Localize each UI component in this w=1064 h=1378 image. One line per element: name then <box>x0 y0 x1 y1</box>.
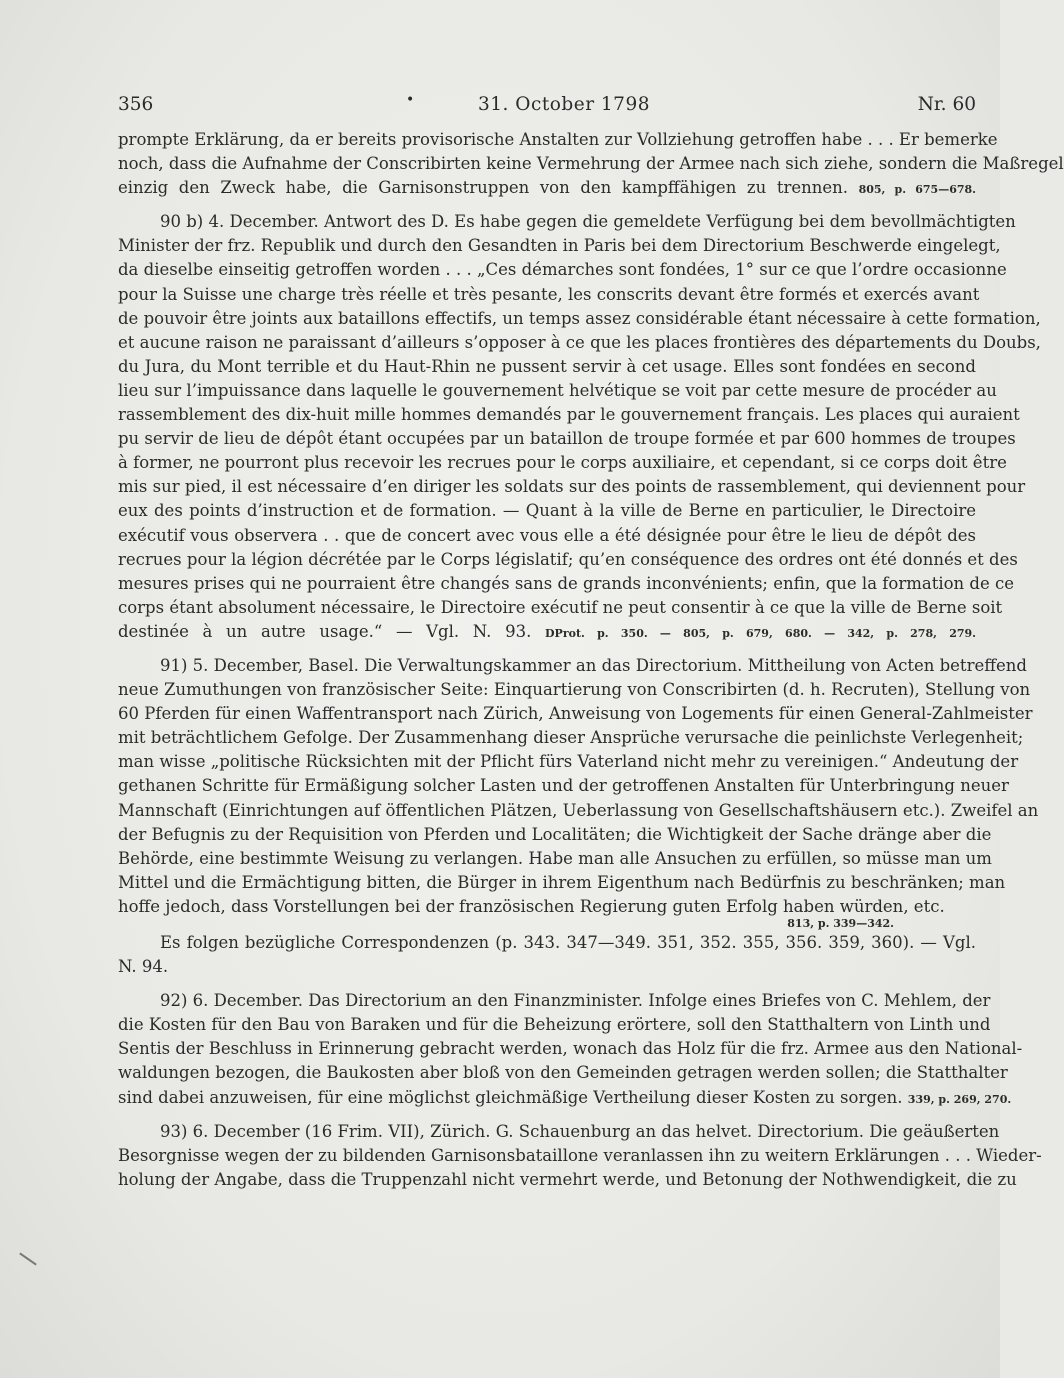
line-text: lieu sur l’impuissance dans laquelle le gouvernement helvétique se voit par cette mesure de procéder au <box>118 380 997 400</box>
line-text: einzig den Zweck habe, die Garnisonstruppen von den kampffähigen zu trennen. <box>118 178 848 198</box>
line-text: hoffe jedoch, dass Vorstellungen bei der französischen Regierung guten Erfolg haben würden, etc. <box>118 896 945 916</box>
line-text: recrues pour la légion décrétée par le Corps législatif; qu’en conséquence des ordres ont été donnés et des <box>118 549 1018 569</box>
text-line <box>118 499 976 523</box>
text-line <box>118 427 1016 451</box>
text-line <box>118 620 976 644</box>
text-line <box>118 774 1009 798</box>
line-text: Mannschaft (Einrichtungen auf öffentlichen Plätzen, Ueberlassung von Gesellschaftshäusern etc.). Zweifel an <box>118 800 1039 820</box>
line-text: exécutif vous observera . . que de concert avec vous elle a été désignée pour être le lieu de dépôt des <box>118 525 976 545</box>
line-text: 93) 6. December (16 Frim. VII), Zürich. G. Schauenburg an das helvet. Directorium. Die geäußerten <box>160 1121 1000 1141</box>
line-text: de pouvoir être joints aux bataillons effectifs, un temps assez considérable étant nécessaire à cette formation, <box>118 308 1041 328</box>
text-line <box>118 1061 1008 1085</box>
line-text: mesures prises qui ne pourraient être changés sans de grands inconvénients; enfin, que la formation de ce <box>118 573 1014 593</box>
line-text: Sentis der Beschluss in Erinnerung gebracht werden, wonach das Holz für die frz. Armee aus den National- <box>118 1039 1023 1059</box>
text-line <box>118 726 1024 750</box>
line-text: mis sur pied, il est nécessaire d’en diriger les soldats sur des points de rassemblement, qui deviennent pour <box>118 477 1026 497</box>
text-line <box>118 331 1041 355</box>
line-text: 91) 5. December, Basel. Die Verwaltungskammer an das Directorium. Mittheilung von Acten betreffend <box>160 655 1027 675</box>
running-date: 31. October 1798 <box>478 94 650 115</box>
paragraph-gap <box>118 979 976 989</box>
line-text: waldungen bezogen, die Baukosten aber bloß von den Gemeinden getragen werden sollen; die Statthalter <box>118 1063 1008 1083</box>
text-line <box>118 847 992 871</box>
text-line <box>118 258 1007 282</box>
source-reference: 805, p. 675—678. <box>858 183 976 197</box>
text-line <box>118 871 1006 895</box>
text-line <box>118 572 1014 596</box>
source-reference: 813, p. 339—342. <box>787 917 894 930</box>
text-line <box>118 379 997 403</box>
paragraph-gap <box>118 644 976 654</box>
line-text: der Befugnis zu der Requisition von Pferden und Localitäten; die Wichtigkeit der Sache dränge aber die <box>118 824 992 844</box>
text-line <box>118 654 1027 678</box>
page-body <box>118 128 1064 1192</box>
text-line <box>118 1086 1012 1110</box>
line-text: 92) 6. December. Das Directorium an den Finanzminister. Infolge eines Briefes von C. Mehlem, der <box>160 991 991 1011</box>
text-line <box>118 475 1026 499</box>
line-text: destinée à un autre usage.“ — Vgl. N. 93. <box>118 621 532 641</box>
line-text: man wisse „politische Rücksichten mit der Pflicht fürs Vaterland nicht mehr zu vereinigen.“ Andeutung der <box>118 752 1019 772</box>
line-text: eux des points d’instruction et de formation. — Quant à la ville de Berne en particulier, le Directoire <box>118 501 976 521</box>
line-text: corps étant absolument nécessaire, le Directoire exécutif ne peut consentir à ce que la ville de Berne soit <box>118 597 1003 617</box>
text-line <box>118 678 1031 702</box>
line-text: neue Zumuthungen von französischer Seite: Einquartierung von Conscribirten (d. h. Recruten), Stellung von <box>118 680 1031 700</box>
text-line <box>118 307 1041 331</box>
text-line <box>118 895 976 919</box>
line-text: du Jura, du Mont terrible et du Haut-Rhin ne pussent servir à cet usage. Elles sont fondées en second <box>118 356 976 376</box>
text-line <box>118 451 1007 475</box>
line-text: N. 94. <box>118 957 169 977</box>
line-text: Mittel und die Ermächtigung bitten, die Bürger in ihrem Eigenthum nach Bedürfnis zu beschränken; man <box>118 872 1006 892</box>
line-text: gethanen Schritte für Ermäßigung solcher Lasten und der getroffenen Anstalten für Unterbringung neuer <box>118 776 1009 796</box>
line-text: Minister der frz. Republik und durch den Gesandten in Paris bei dem Directorium Beschwerde eingelegt, <box>118 236 1001 256</box>
line-text: 90 b) 4. December. Antwort des D. Es habe gegen die gemeldete Verfügung bei dem bevollmächtigten <box>160 212 1016 232</box>
section-number: Nr. 60 <box>917 94 976 115</box>
text-line <box>118 152 1064 176</box>
margin-mark <box>19 1252 37 1265</box>
line-text: noch, dass die Aufnahme der Conscribirten keine Vermehrung der Armee nach sich ziehe, sondern die Maßregel <box>118 154 1064 174</box>
line-text: die Kosten für den Bau von Baraken und für die Beheizung erörtere, soll den Statthaltern von Linth und <box>118 1015 991 1035</box>
line-text: pu servir de lieu de dépôt étant occupées par un bataillon de troupe formée et par 600 hommes de troupes <box>118 429 1016 449</box>
text-line <box>118 1013 991 1037</box>
line-text: Besorgnisse wegen der zu bildenden Garnisonsbataillone veranlassen ihn zu weitern Erklärungen . . . Wieder- <box>118 1145 1042 1165</box>
line-text: Es folgen bezügliche Correspondenzen (p. 343. 347—349. 351, 352. 355, 356. 359, 360). — Vgl. <box>160 933 976 952</box>
text-line <box>118 210 1016 234</box>
text-line <box>118 1168 1017 1192</box>
page-header <box>118 94 976 122</box>
text-line <box>118 403 1020 427</box>
text-line <box>118 1144 1042 1168</box>
text-line <box>118 955 976 979</box>
line-text: pour la Suisse une charge très réelle et très pesante, les conscrits devant être formés et exercés avant <box>118 284 980 304</box>
line-text: holung der Angabe, dass die Truppenzahl nicht vermehrt werde, und Betonung der Nothwendigkeit, die zu <box>118 1169 1017 1189</box>
line-text: 60 Pferden für einen Waffentransport nach Zürich, Anweisung von Logements für einen General-Zahlmeister <box>118 704 1033 724</box>
text-line <box>118 355 976 379</box>
paragraph-gap <box>118 200 976 210</box>
text-line <box>118 931 976 955</box>
line-text: prompte Erklärung, da er bereits provisorische Anstalten zur Vollziehung getroffen habe . . . Er bemerke <box>118 130 998 149</box>
text-line <box>118 1120 1000 1144</box>
text-line <box>118 799 1039 823</box>
page-number: 356 <box>118 94 154 115</box>
line-text: et aucune raison ne paraissant d’ailleurs s’opposer à ce que les places frontières des départements du Doubs, <box>118 332 1041 352</box>
text-line <box>118 524 976 548</box>
text-line <box>118 128 998 152</box>
line-text: à former, ne pourront plus recevoir les recrues pour le corps auxiliaire, et cependant, si ce corps doit être <box>118 453 1007 473</box>
text-line <box>118 823 992 847</box>
line-text: Behörde, eine bestimmte Weisung zu verlangen. Habe man alle Ansuchen zu erfüllen, so müsse man um <box>118 848 992 868</box>
text-line <box>118 596 1003 620</box>
text-line <box>118 702 1033 726</box>
source-reference: 339, p. 269, 270. <box>907 1092 1012 1106</box>
text-line <box>118 283 980 307</box>
line-text: sind dabei anzuweisen, für eine möglichst gleichmäßige Vertheilung dieser Kosten zu sorgen. <box>118 1087 903 1107</box>
text-line <box>118 234 1001 258</box>
source-reference: DProt. p. 350. — 805, p. 679, 680. — 342, p. 278, 279. <box>545 626 976 640</box>
text-line <box>118 1037 1023 1061</box>
line-text: mit beträchtlichem Gefolge. Der Zusammenhang dieser Ansprüche verursache die peinlichste Verlegenheit; <box>118 728 1024 748</box>
line-text: rassemblement des dix-huit mille hommes demandés par le gouvernement français. Les places qui auraient <box>118 405 1020 425</box>
text-line <box>118 176 976 200</box>
line-text: da dieselbe einseitig getroffen worden . . . „Ces démarches sont fondées, 1° sur ce que l’ordre occasionne <box>118 260 1007 280</box>
text-line <box>118 989 991 1013</box>
header-dot: • <box>406 92 415 108</box>
paragraph-gap <box>118 1110 976 1120</box>
text-line <box>118 548 1018 572</box>
text-line <box>118 750 1019 774</box>
